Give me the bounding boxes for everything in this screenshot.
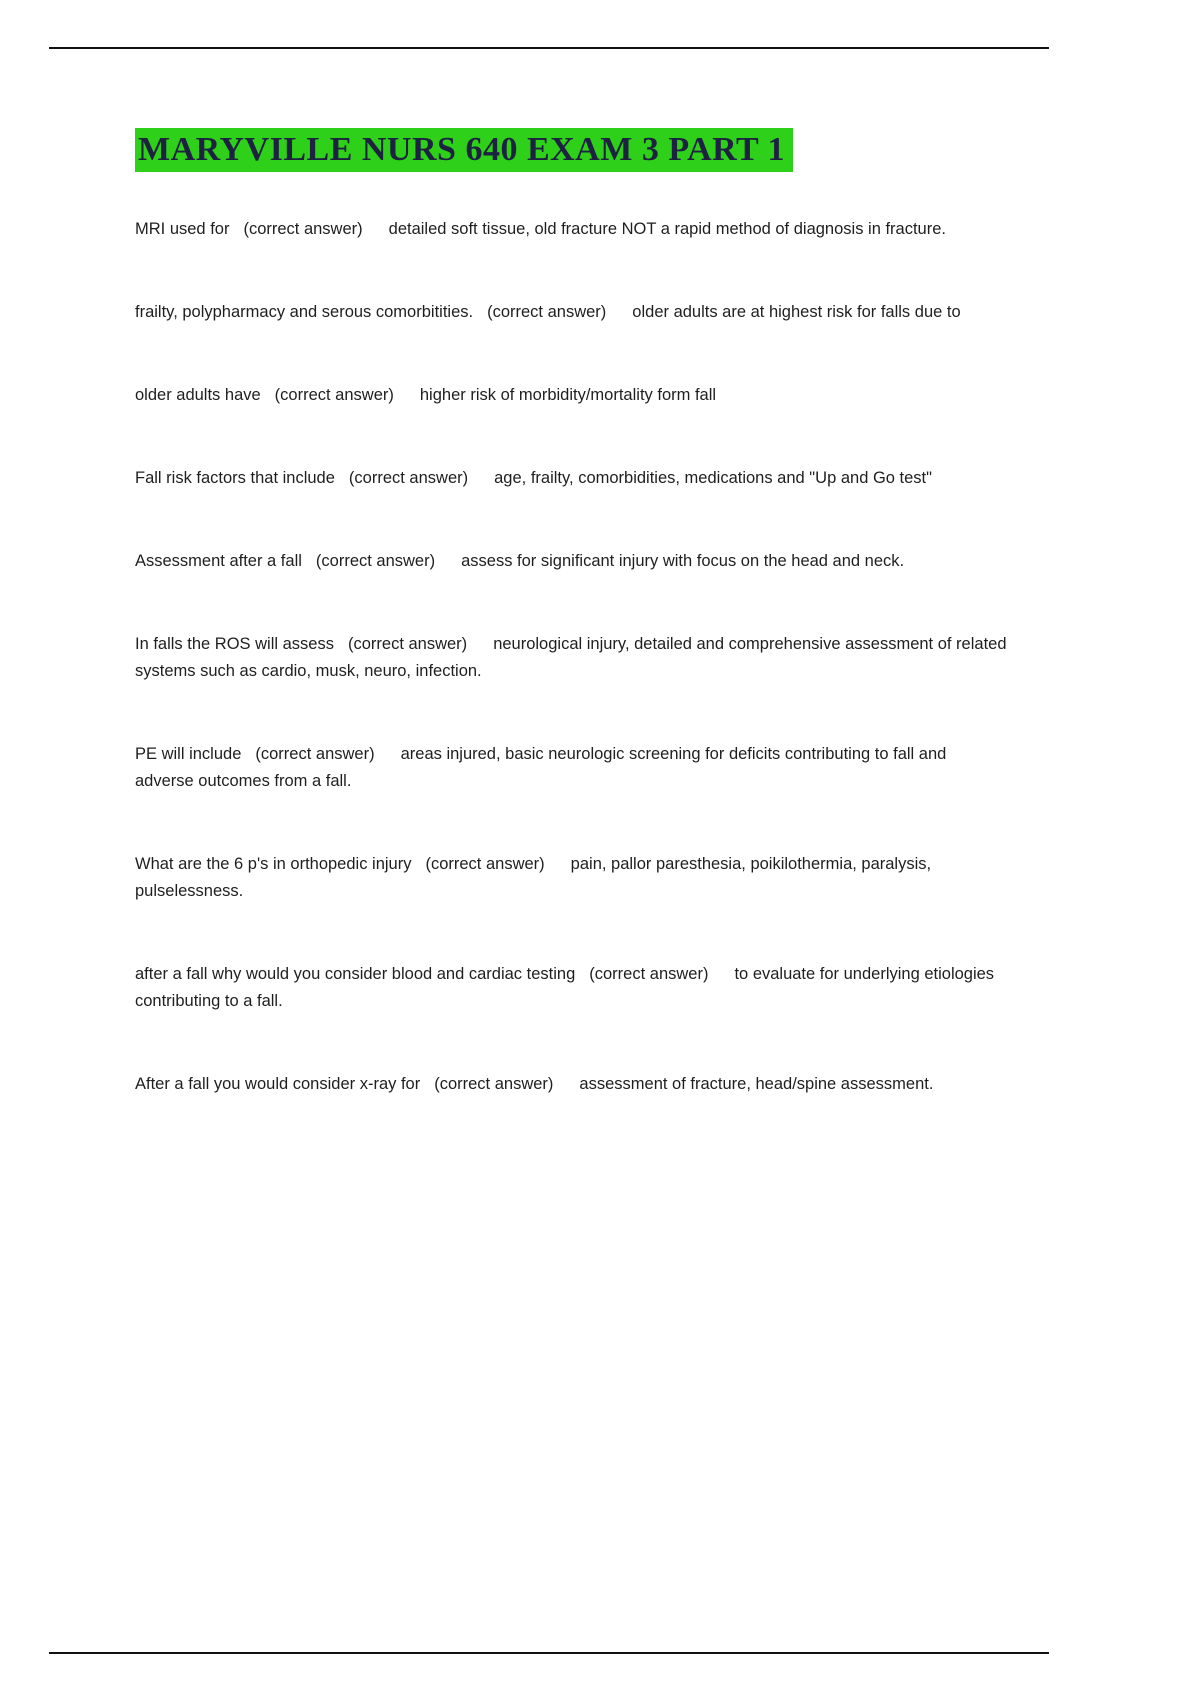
qa-question: Assessment after a fall	[135, 552, 302, 571]
top-divider	[49, 47, 1049, 49]
qa-question: after a fall why would you consider blood and cardiac testing	[135, 965, 576, 984]
correct-answer-marker: (correct answer)	[425, 855, 545, 874]
correct-answer-marker: (correct answer)	[347, 635, 468, 654]
correct-answer-marker: (correct answer)	[274, 386, 394, 405]
qa-answer: detailed soft tissue, old fracture NOT a rapid method of diagnosis in fracture.	[388, 220, 946, 239]
qa-item	[135, 851, 1007, 905]
correct-answer-marker: (correct answer)	[315, 552, 436, 571]
correct-answer-marker: (correct answer)	[487, 303, 607, 322]
qa-question: frailty, polypharmacy and serous comorbitities.	[135, 303, 474, 322]
correct-answer-marker: (correct answer)	[434, 1075, 554, 1094]
correct-answer-marker: (correct answer)	[589, 965, 709, 984]
qa-item	[135, 961, 1007, 1015]
qa-answer: areas injured, basic neurologic screening for deficits contributing to fall and adverse outcomes from a fall.	[135, 745, 947, 791]
qa-item	[135, 465, 1007, 492]
qa-question: older adults have	[135, 386, 261, 405]
qa-answer: age, frailty, comorbidities, medications and "Up and Go test"	[494, 469, 932, 488]
qa-answer: pain, pallor paresthesia, poikilothermia, paralysis, pulselessness.	[135, 855, 932, 901]
qa-item	[135, 216, 1007, 243]
page-title: MARYVILLE NURS 640 EXAM 3 PART 1	[135, 128, 793, 172]
qa-item	[135, 741, 1007, 795]
qa-question: What are the 6 p's in orthopedic injury	[135, 855, 412, 874]
document-content	[135, 128, 1007, 1154]
qa-answer: neurological injury, detailed and comprehensive assessment of related systems such as cardio, musk, neuro, infection.	[135, 635, 1007, 681]
qa-item	[135, 631, 1007, 685]
qa-question: Fall risk factors that include	[135, 469, 335, 488]
qa-item	[135, 299, 1007, 326]
qa-answer: older adults are at highest risk for falls due to	[632, 303, 961, 322]
qa-answer: assess for significant injury with focus on the head and neck.	[461, 552, 905, 571]
qa-answer: assessment of fracture, head/spine assessment.	[579, 1075, 934, 1094]
qa-item	[135, 382, 1007, 409]
qa-question: MRI used for	[135, 220, 230, 239]
qa-question: In falls the ROS will assess	[135, 635, 334, 654]
bottom-divider	[49, 1652, 1049, 1654]
qa-question: PE will include	[135, 745, 242, 764]
qa-item	[135, 548, 1007, 575]
correct-answer-marker: (correct answer)	[348, 469, 469, 488]
qa-answer: higher risk of morbidity/mortality form fall	[419, 386, 717, 405]
qa-answer: to evaluate for underlying etiologies contributing to a fall.	[135, 965, 995, 1011]
qa-item	[135, 1071, 1007, 1098]
correct-answer-marker: (correct answer)	[243, 220, 363, 239]
correct-answer-marker: (correct answer)	[255, 745, 375, 764]
qa-question: After a fall you would consider x-ray for	[135, 1075, 421, 1094]
